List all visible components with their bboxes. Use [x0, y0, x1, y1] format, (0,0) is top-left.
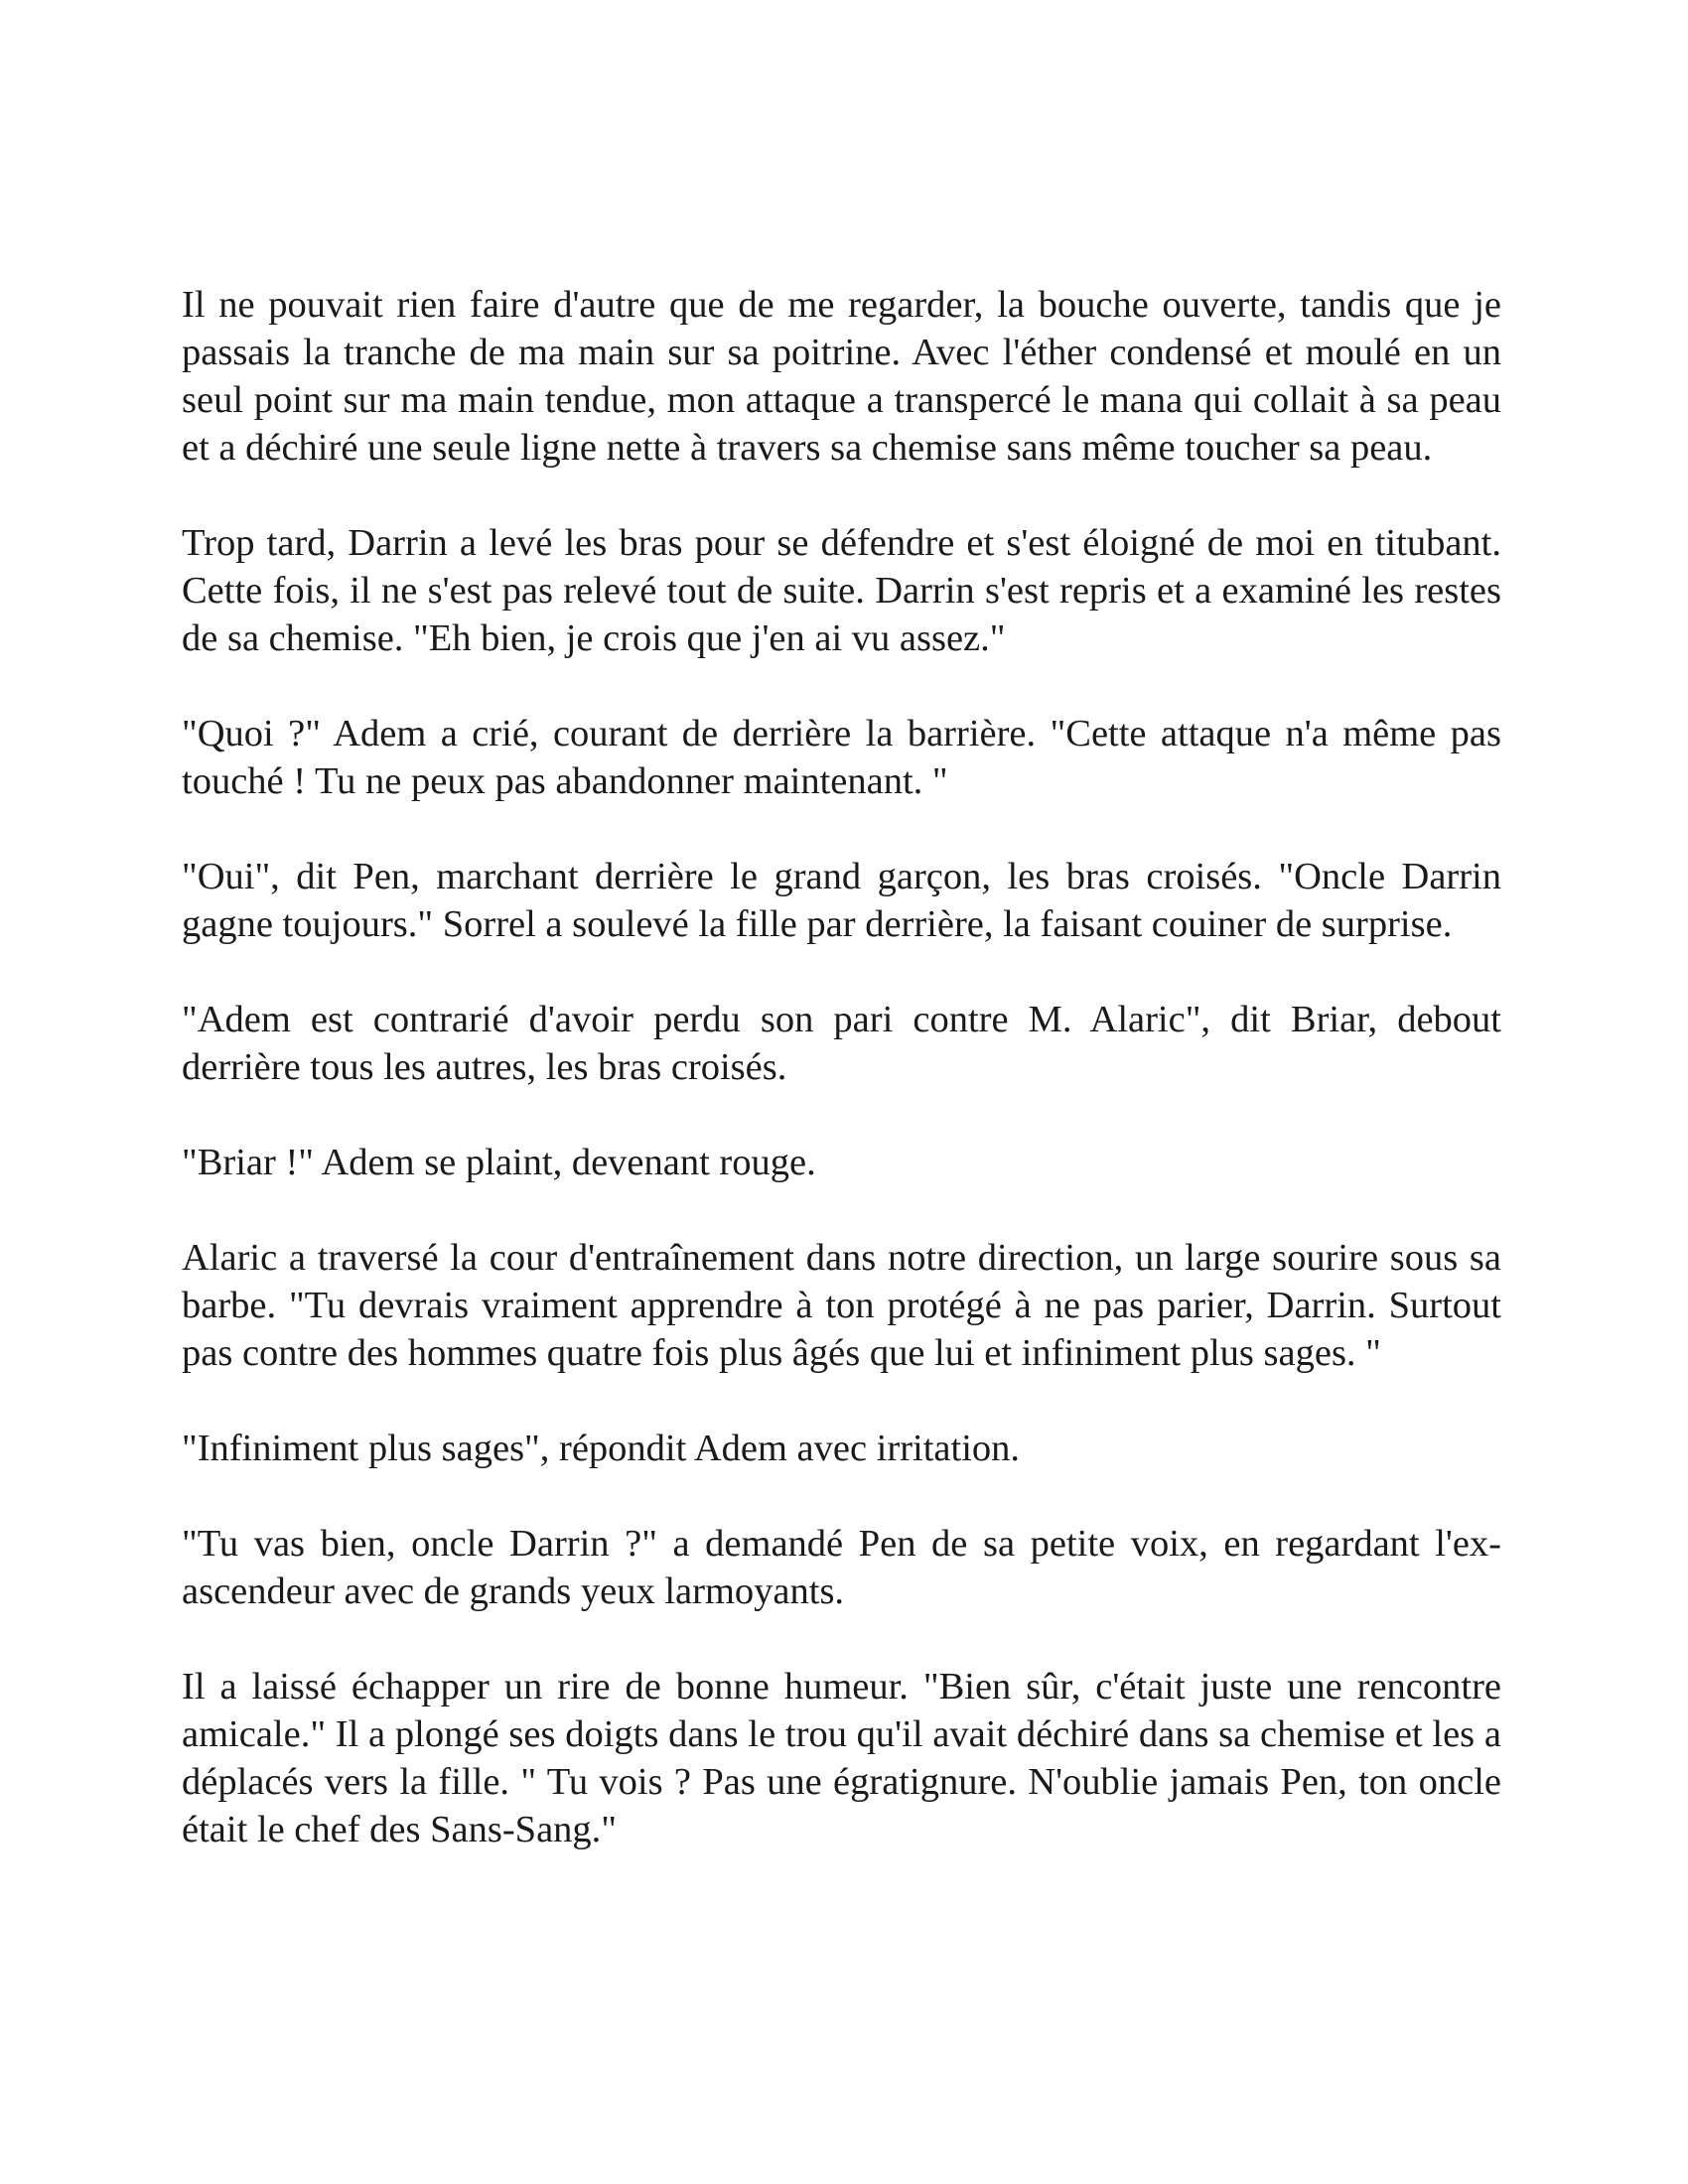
paragraph-3: "Quoi ?" Adem a crié, courant de derrière la barrière. "Cette attaque n'a même pas touché ! Tu ne peux pas abandonner maintenant. " — [182, 713, 1501, 802]
paragraph-10: Il a laissé échapper un rire de bonne humeur. "Bien sûr, c'était juste une rencontre amicale." Il a plongé ses doigts dans le trou qu'il avait déchiré dans sa chemise et les a déplacés vers la fille. " Tu vois ? Pas une égratignure. N'oublie jamais Pen, ton oncle était le chef des Sans-Sang." — [182, 1666, 1501, 1850]
paragraph-5: "Adem est contrarié d'avoir perdu son pari contre M. Alaric", dit Briar, debout derrière tous les autres, les bras croisés. — [182, 999, 1501, 1088]
paragraph-7: Alaric a traversé la cour d'entraînement dans notre direction, un large sourire sous sa barbe. "Tu devrais vraiment apprendre à ton protégé à ne pas parier, Darrin. Surtout pas contre des hommes quatre fois plus âgés que lui et infiniment plus sages. " — [182, 1237, 1501, 1374]
paragraph-8: "Infiniment plus sages", répondit Adem avec irritation. — [182, 1428, 1021, 1469]
paragraph-9: "Tu vas bien, oncle Darrin ?" a demandé Pen de sa petite voix, en regardant l'ex-ascendeur avec de grands yeux larmoyants. — [182, 1523, 1501, 1612]
document-page — [182, 281, 1501, 1853]
paragraph-4: "Oui", dit Pen, marchant derrière le grand garçon, les bras croisés. "Oncle Darrin gagne toujours." Sorrel a soulevé la fille par derrière, la faisant couiner de surprise. — [182, 856, 1501, 945]
paragraph-2: Trop tard, Darrin a levé les bras pour se défendre et s'est éloigné de moi en titubant. Cette fois, il ne s'est pas relevé tout de suite. Darrin s'est repris et a examiné les restes de sa chemise. "Eh bien, je crois que j'en ai vu assez." — [182, 522, 1501, 659]
paragraph-1: Il ne pouvait rien faire d'autre que de me regarder, la bouche ouverte, tandis que je passais la tranche de ma main sur sa poitrine. Avec l'éther condensé et moulé en un seul point sur ma main tendue, mon attaque a transpercé le mana qui collait à sa peau et a déchiré une seule ligne nette à travers sa chemise sans même toucher sa peau. — [182, 284, 1501, 469]
paragraph-6: "Briar !" Adem se plaint, devenant rouge. — [182, 1142, 816, 1183]
